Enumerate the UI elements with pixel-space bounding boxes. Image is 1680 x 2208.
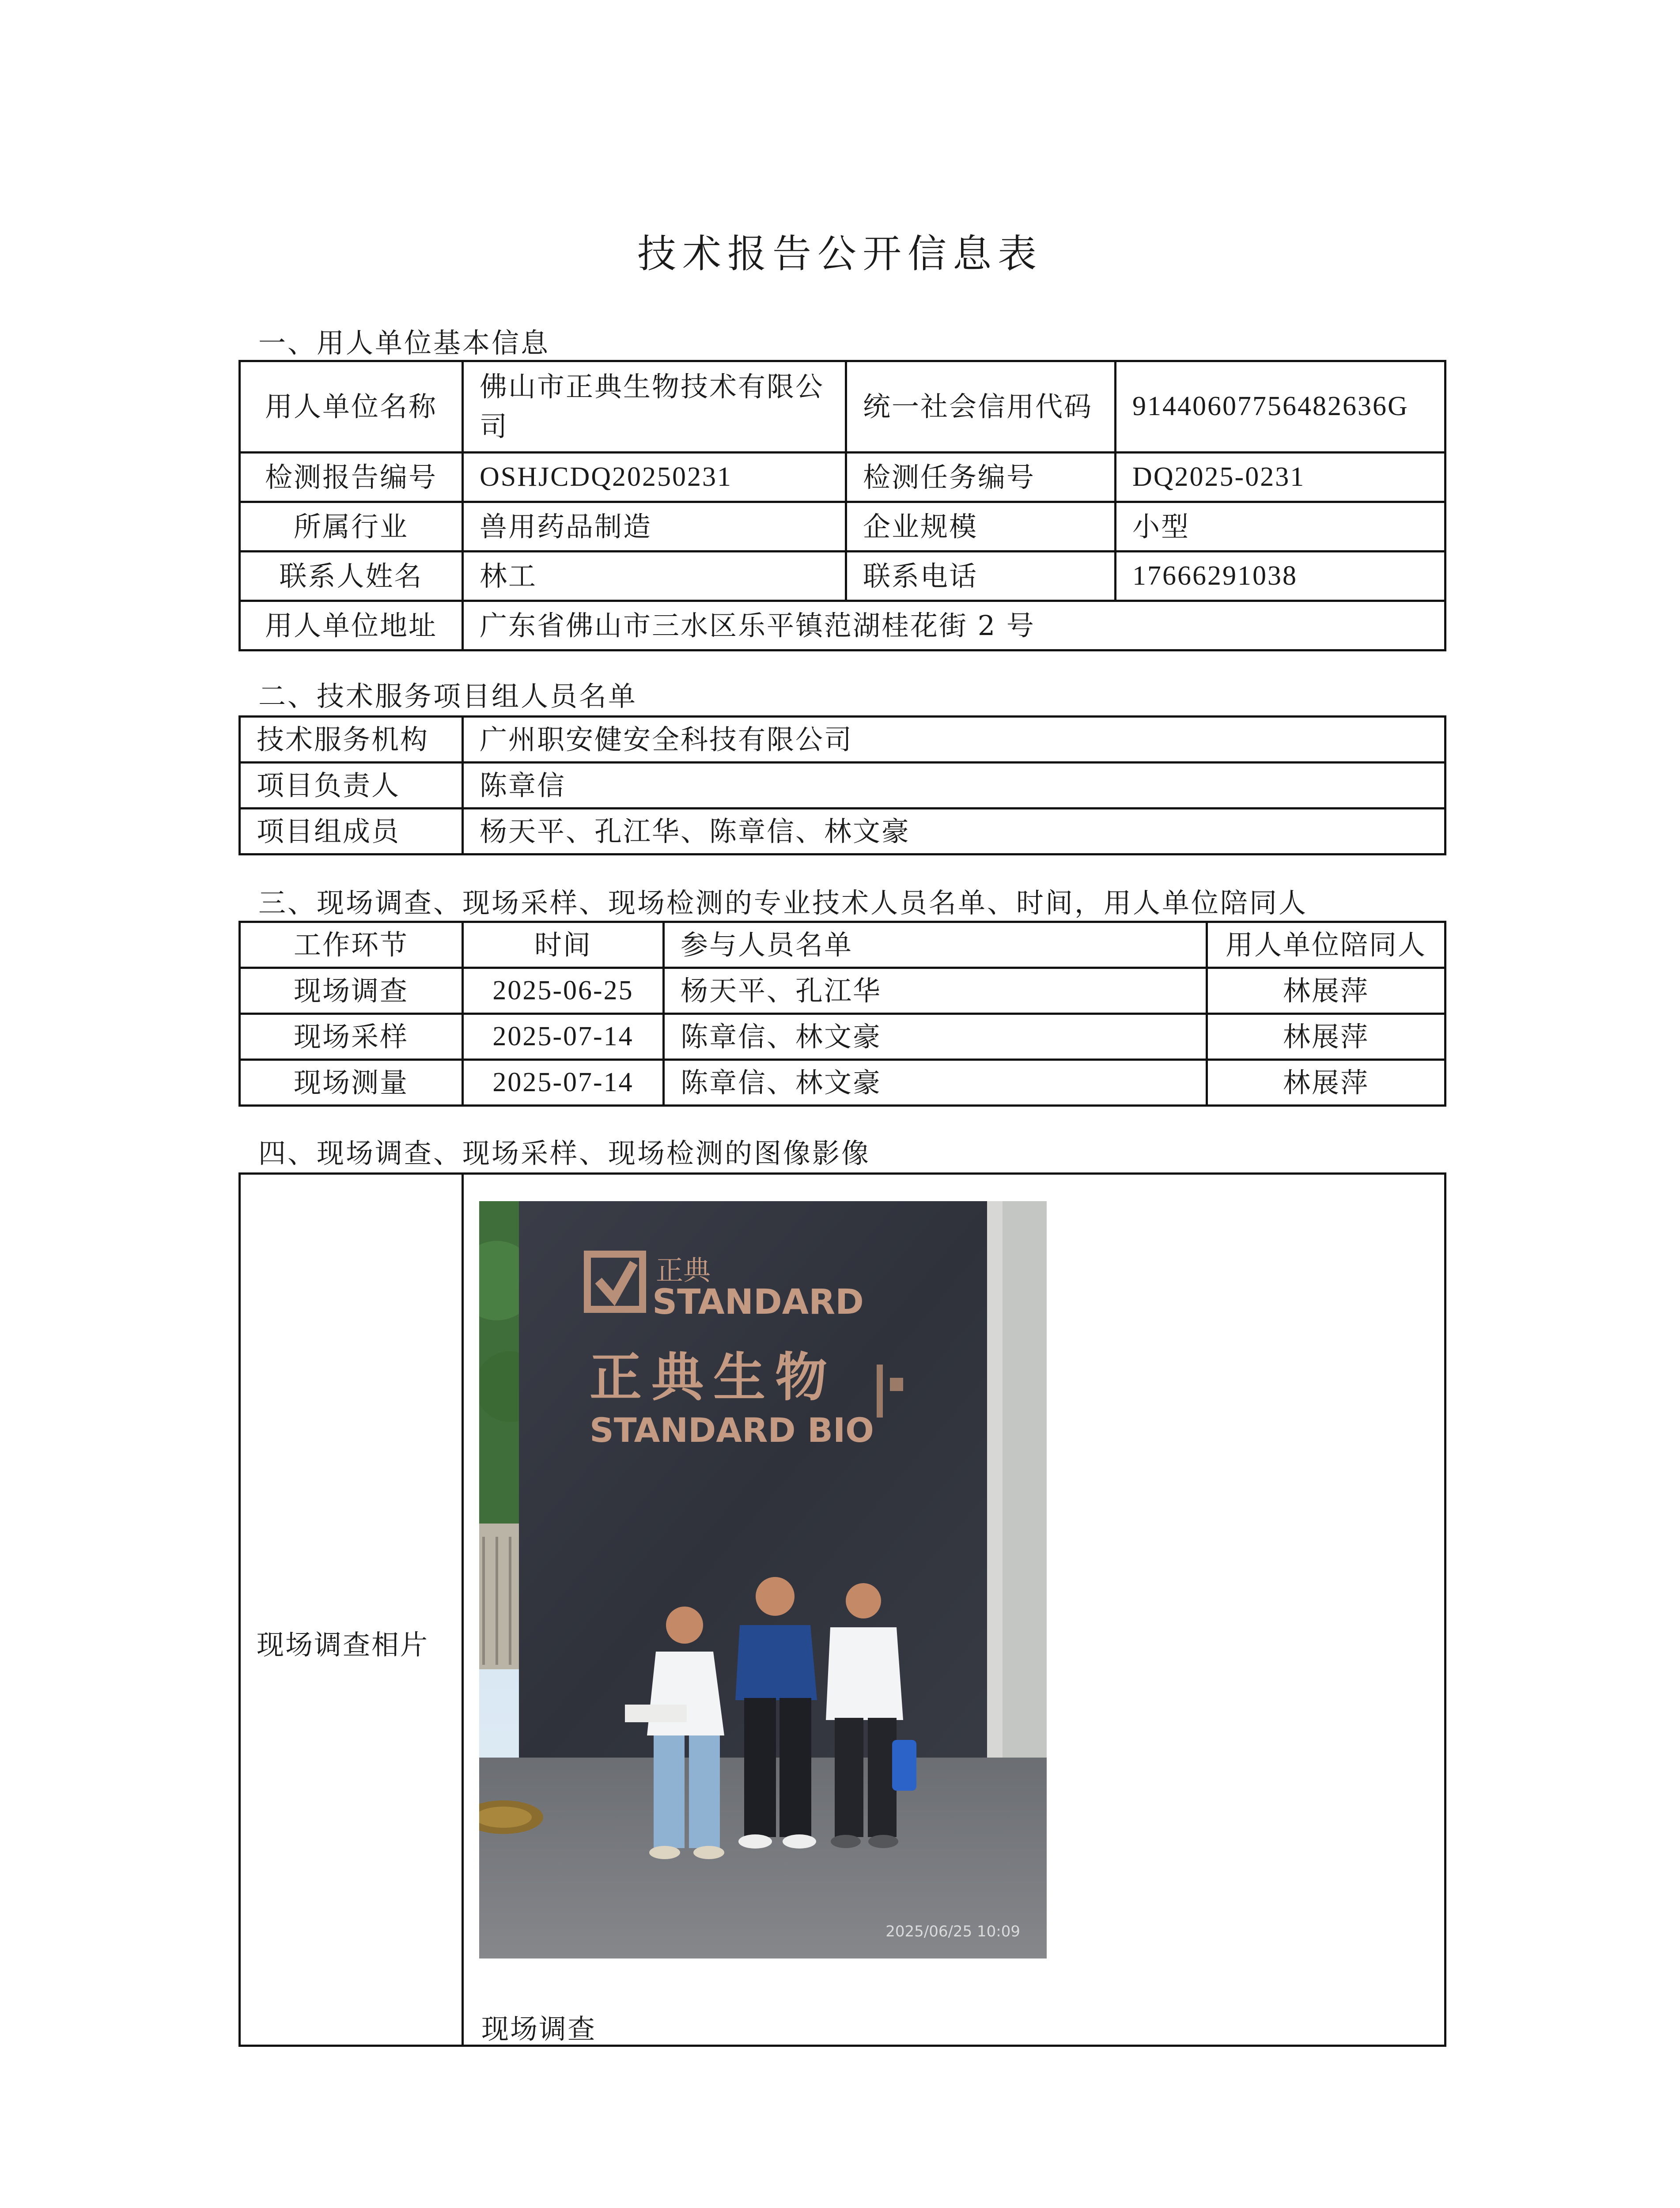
cell-stage: 现场采样 [240, 1014, 463, 1060]
label-scale: 企业规模 [846, 502, 1116, 552]
cell-date: 2025-06-25 [463, 968, 664, 1014]
table-row [240, 361, 1445, 453]
label-team-members: 项目组成员 [240, 809, 463, 854]
table-row [240, 717, 1445, 763]
table-row [240, 453, 1445, 502]
label-task-no: 检测任务编号 [846, 453, 1116, 502]
sign-name-cn: 正典生物 [590, 1346, 837, 1408]
site-survey-photo [479, 1201, 1047, 1958]
table-row [240, 809, 1445, 854]
section3-heading: 三、现场调查、现场采样、现场检测的专业技术人员名单、时间，用人单位陪同人 [258, 887, 1308, 919]
value-scale: 小型 [1116, 502, 1445, 552]
cell-date: 2025-07-14 [463, 1014, 664, 1060]
cell-escort: 林展萍 [1207, 1014, 1445, 1060]
value-contact-phone: 17666291038 [1116, 552, 1445, 601]
basic-info-table [238, 360, 1446, 651]
cell-people: 陈章信、林文豪 [664, 1014, 1207, 1060]
photo-label-cell [240, 1174, 463, 2046]
cell-people: 陈章信、林文豪 [664, 1060, 1207, 1106]
photo-timestamp: 2025/06/25 10:09 [885, 1923, 1020, 1940]
section2-heading: 二、技术服务项目组人员名单 [258, 680, 638, 712]
table-row [240, 1060, 1445, 1106]
sign-name-en: STANDARD BIO [590, 1410, 874, 1450]
team-table [238, 715, 1446, 855]
label-contact-phone: 联系电话 [846, 552, 1116, 601]
cell-date: 2025-07-14 [463, 1060, 664, 1106]
value-industry: 兽用药品制造 [463, 502, 846, 552]
value-project-lead: 陈章信 [463, 763, 1445, 809]
label-industry: 所属行业 [240, 502, 463, 552]
column-header: 用人单位陪同人 [1207, 922, 1445, 968]
sign-brand-en: STANDARD [652, 1282, 864, 1322]
personnel-table [238, 921, 1446, 1107]
cell-stage: 现场测量 [240, 1060, 463, 1106]
column-header: 工作环节 [240, 922, 463, 968]
column-header: 时间 [463, 922, 664, 968]
value-contact-name: 林工 [463, 552, 846, 601]
value-credit-code: 91440607756482636G [1116, 361, 1445, 453]
cell-stage: 现场调查 [240, 968, 463, 1014]
table-row [240, 601, 1445, 650]
value-report-no: OSHJCDQ20250231 [463, 453, 846, 502]
cell-escort: 林展萍 [1207, 1060, 1445, 1106]
value-employer-name: 佛山市正典生物技术有限公司 [463, 361, 846, 453]
table-row [240, 763, 1445, 809]
page-title: 技术报告公开信息表 [637, 231, 1043, 276]
table-row [240, 1014, 1445, 1060]
sign-brand-cn: 正典 [656, 1254, 711, 1286]
photo-caption: 现场调查 [481, 2013, 597, 2045]
table-row [240, 552, 1445, 601]
value-service-org: 广州职安健安全科技有限公司 [463, 717, 1445, 763]
cell-escort: 林展萍 [1207, 968, 1445, 1014]
value-team-members: 杨天平、孔江华、陈章信、林文豪 [463, 809, 1445, 854]
cell-people: 杨天平、孔江华 [664, 968, 1207, 1014]
photo-row-label: 现场调查相片 [257, 1629, 429, 1661]
column-header: 参与人员名单 [664, 922, 1207, 968]
label-report-no: 检测报告编号 [240, 453, 463, 502]
table-row [240, 502, 1445, 552]
label-project-lead: 项目负责人 [240, 763, 463, 809]
section4-heading: 四、现场调查、现场采样、现场检测的图像影像 [258, 1137, 871, 1169]
table-row [240, 968, 1445, 1014]
section1-heading: 一、用人单位基本信息 [258, 327, 550, 359]
label-service-org: 技术服务机构 [240, 717, 463, 763]
label-address: 用人单位地址 [240, 601, 463, 650]
label-credit-code: 统一社会信用代码 [846, 361, 1116, 453]
value-task-no: DQ2025-0231 [1116, 453, 1445, 502]
label-contact-name: 联系人姓名 [240, 552, 463, 601]
value-address: 广东省佛山市三水区乐平镇范湖桂花街 2 号 [463, 601, 1445, 650]
label-employer-name: 用人单位名称 [240, 361, 463, 453]
table-header-row [240, 922, 1445, 968]
